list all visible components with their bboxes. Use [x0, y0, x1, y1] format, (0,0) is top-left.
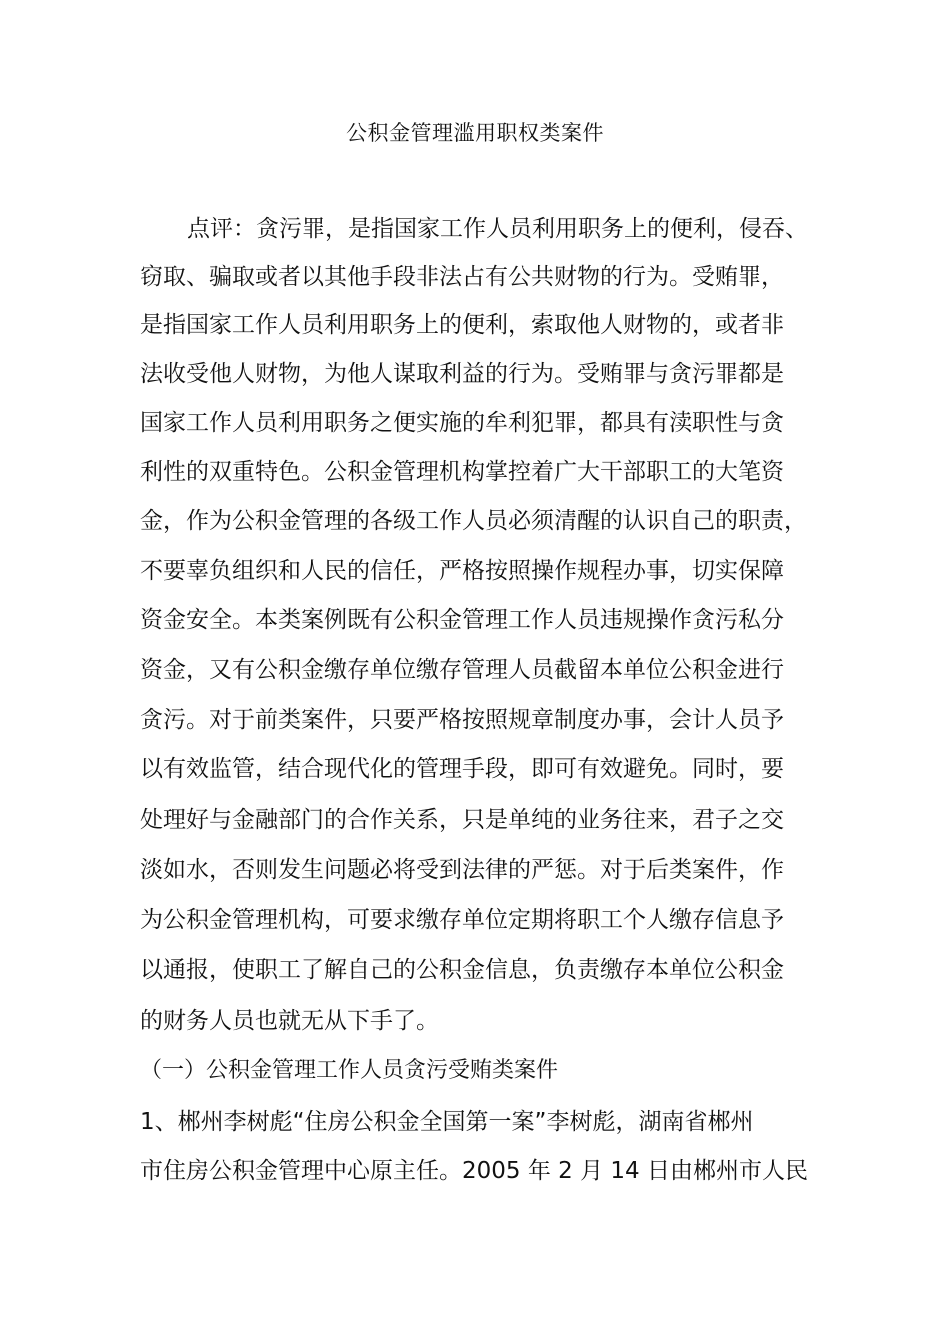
case-line-1: 1、郴州李树彪“住房公积金全国第一案”李树彪，湖南省郴州	[140, 1109, 754, 1135]
body-line-17: 的财务人员也就无从下手了。	[140, 1008, 439, 1034]
body-line-5: 国家工作人员利用职务之便实施的牟利犯罪，都具有渎职性与贪	[140, 410, 784, 436]
body-line-8: 不要辜负组织和人民的信任，严格按照操作规程办事，切实保障	[140, 558, 784, 584]
body-line-12: 以有效监管，结合现代化的管理手段，即可有效避免。同时，要	[140, 756, 784, 782]
case-line-2: 市住房公积金管理中心原主任。2005 年 2 月 14 日由郴州市人民	[140, 1158, 808, 1184]
document-title: 公积金管理滥用职权类案件	[346, 121, 604, 145]
body-line-14: 淡如水，否则发生问题必将受到法律的严惩。对于后类案件，作	[140, 857, 784, 883]
body-line-6: 利性的双重特色。公积金管理机构掌控着广大干部职工的大笔资	[140, 459, 784, 485]
body-line-2: 窃取、骗取或者以其他手段非法占有公共财物的行为。受贿罪，	[140, 264, 784, 290]
body-line-3: 是指国家工作人员利用职务上的便利，索取他人财物的，或者非	[140, 312, 784, 338]
section-heading: （一）公积金管理工作人员贪污受贿类案件	[140, 1058, 559, 1083]
body-line-11: 贪污。对于前类案件，只要严格按照规章制度办事，会计人员予	[140, 707, 784, 733]
body-line-13: 处理好与金融部门的合作关系，只是单纯的业务往来，君子之交	[140, 807, 784, 833]
body-line-10: 资金，又有公积金缴存单位缴存管理人员截留本单位公积金进行	[140, 657, 784, 683]
body-line-9: 资金安全。本类案例既有公积金管理工作人员违规操作贪污私分	[140, 607, 784, 633]
body-line-1: 点评：贪污罪，是指国家工作人员利用职务上的便利，侵吞、	[187, 216, 808, 242]
body-line-4: 法收受他人财物，为他人谋取利益的行为。受贿罪与贪污罪都是	[140, 361, 784, 387]
body-line-7: 金，作为公积金管理的各级工作人员必须清醒的认识自己的职责，	[140, 508, 807, 534]
body-line-16: 以通报，使职工了解自己的公积金信息，负责缴存本单位公积金	[140, 957, 784, 983]
body-line-15: 为公积金管理机构，可要求缴存单位定期将职工个人缴存信息予	[140, 907, 784, 933]
